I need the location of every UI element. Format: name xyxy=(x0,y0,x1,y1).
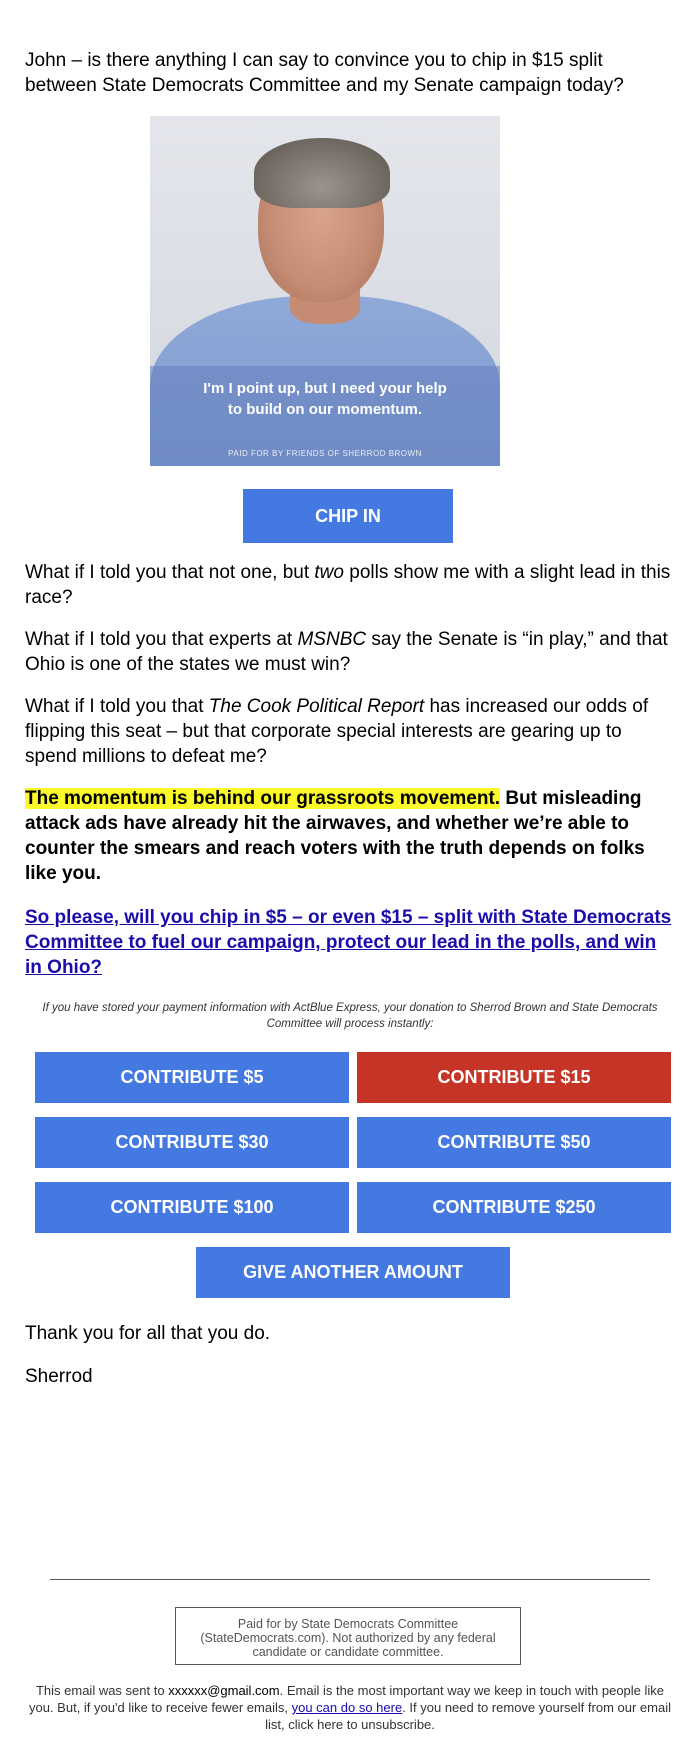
footer-text: This email was sent to xxxxxx@gmail.com. Email is the most important way we keep in touch with people like you. But, if you'd like to receive fewer emails, you can do so here. If you need to remove yourself from our email list, click here to unsubscribe. xyxy=(29,1683,671,1732)
photo-paid-tag: PAID FOR BY FRIENDS OF SHERROD BROWN xyxy=(228,449,422,458)
contribute-100-button[interactable]: CONTRIBUTE $100 xyxy=(35,1182,349,1233)
contribute-250-button[interactable]: CONTRIBUTE $250 xyxy=(357,1182,671,1233)
signature: Sherrod xyxy=(25,1366,93,1387)
highlighted-text: The momentum is behind our grassroots movement. xyxy=(25,788,501,809)
contribute-5-button[interactable]: CONTRIBUTE $5 xyxy=(35,1052,349,1103)
contribute-50-button[interactable]: CONTRIBUTE $50 xyxy=(357,1117,671,1168)
actblue-express-note: If you have stored your payment information with ActBlue Express, your donation to Sherrod Brown and State Democrats Committee will process instantly: xyxy=(42,1002,658,1030)
intro-text: John – is there anything I can say to convince you to chip in $15 split between State Democrats Committee and my Senate campaign today? xyxy=(25,50,624,96)
paragraph-msnbc: What if I told you that experts at MSNBC say the Senate is “in play,” and that Ohio is one of the states we must win? xyxy=(25,629,668,675)
paid-for-disclaimer: Paid for by State Democrats Committee (StateDemocrats.com). Not authorized by any federal candidate or candidate committee. xyxy=(175,1607,521,1665)
give-another-amount-button[interactable]: GIVE ANOTHER AMOUNT xyxy=(196,1247,510,1298)
paragraph-polls: What if I told you that not one, but two polls show me with a slight lead in this race? xyxy=(25,562,671,608)
paragraph-momentum: The momentum is behind our grassroots movement. But misleading attack ads have already hit the airwaves, and whether we’re able to counter the smears and reach voters with the truth depends on folks like you. xyxy=(25,788,645,884)
paragraph-cook-report: What if I told you that The Cook Political Report has increased our odds of flipping this seat – but that corporate special interests are gearing up to spend millions to defeat me? xyxy=(25,696,649,767)
recipient-email: xxxxxx@gmail.com xyxy=(168,1683,280,1698)
candidate-photo[interactable] xyxy=(150,116,500,466)
hair-shape xyxy=(254,138,390,208)
fewer-emails-link[interactable]: you can do so here xyxy=(291,1700,403,1715)
contribute-30-button[interactable]: CONTRIBUTE $30 xyxy=(35,1117,349,1168)
chip-in-button[interactable]: CHIP IN xyxy=(243,489,453,543)
contribute-15-button[interactable]: CONTRIBUTE $15 xyxy=(357,1052,671,1103)
donation-ask-link[interactable]: So please, will you chip in $5 – or even $15 – split with State Democrats Committee to fuel our campaign, protect our lead in the polls, and win in Ohio? xyxy=(25,907,672,978)
photo-caption: I'm I point up, but I need your help to build on our momentum. xyxy=(203,380,447,418)
footer-divider xyxy=(50,1579,650,1580)
donation-ask xyxy=(25,905,675,980)
thanks-text: Thank you for all that you do. xyxy=(25,1323,271,1344)
